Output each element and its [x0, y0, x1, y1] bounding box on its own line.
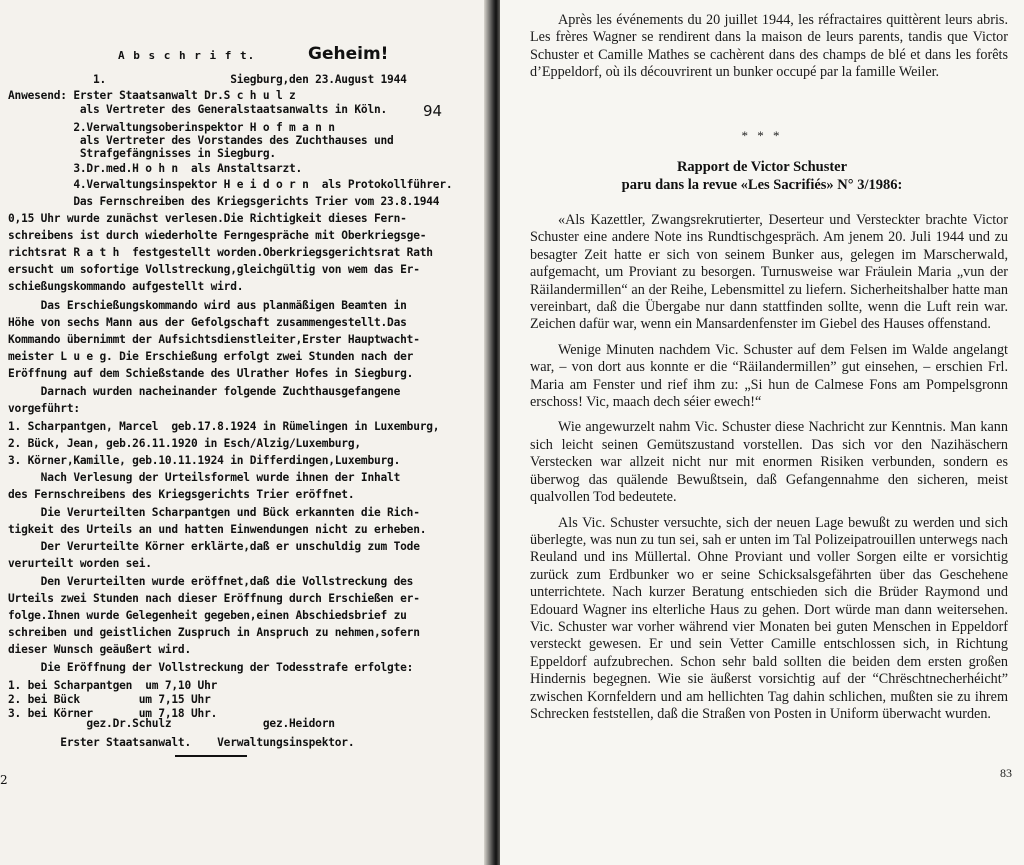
document-line: des Fernschreibens des Kriegsgerichts Trier eröffnet.	[8, 488, 355, 501]
document-line: 4.Verwaltungsinspektor H e i d o r n als Protokollführer.	[8, 178, 453, 191]
document-line: als Vertreter des Generalstaatsanwalts in Köln.	[8, 103, 388, 116]
heading-geheim: Geheim!	[308, 44, 389, 64]
document-line: richtsrat R a t h festgestellt worden.Oberkriegsgerichtsrat Rath	[8, 246, 433, 259]
right-page-number: 83	[1000, 766, 1012, 780]
document-line: verurteilt worden sei.	[8, 557, 152, 570]
document-line: ersucht um sofortige Vollstreckung,gleichgültig von wem das Er-	[8, 263, 420, 276]
document-line: 1. Scharpantgen, Marcel geb.17.8.1924 in Rümelingen in Luxemburg,	[8, 420, 440, 433]
heading-abschrift: A b s c h r i f t.	[118, 49, 256, 62]
document-line: gez.Dr.Schulz gez.Heidorn	[8, 717, 335, 730]
document-line: Anwesend: Erster Staatsanwalt Dr.S c h u l z	[8, 89, 296, 102]
document-line: Die Verurteilten Scharpantgen und Bück erkannten die Rich-	[8, 506, 420, 519]
document-line: 3.Dr.med.H o h n als Anstaltsarzt.	[8, 162, 303, 175]
document-line: 2.Verwaltungsoberinspektor H o f m a n n	[8, 121, 335, 134]
left-page	[0, 0, 492, 865]
document-line: 1. bei Scharpantgen um 7,10 Uhr	[8, 679, 218, 692]
body-paragraph: Als Vic. Schuster versuchte, sich der neuen Lage bewußt zu werden und sich überlegte, was nun zu tun sei, sah er unten im Tal Polizeipatrouillen unterwegs nach Reuland und ins Müllertal. Ohne Proviant und voller Sorgen eilte er vorsichtig zurück zum Erdbunker wo er seine Schicksalsgefährten über das Geschehene unterrichtete. Nach kurzer Beratung entschieden sich die Brüder Raymond und Edouard Wagner ins elterliche Haus zu gehen. Dort würde man dann weitersehen. Vic. Schuster war vorher während vier Monaten bei guten Menschen in Eppeldorf versteckt gewesen. Er und sein Vetter Camille entschlossen sich, in Richtung Eppeldorf aufzubrechen. Schon sehr bald sollten die beiden dem ersten großen Hindernis begegnen. Wie sie äußerst vorsichtig auf der “Chrëschtnecherhéicht” zwischen Kornfeldern und am hellichten Tag dahin schlichen, mußten sie zu ihrem Schrecken feststellen, daß die Straßen von Posten in Uniform überwacht wurden.	[530, 514, 1008, 722]
document-line: Den Verurteilten wurde eröffnet,daß die Vollstreckung des	[8, 575, 414, 588]
document-line: als Vertreter des Vorstandes des Zuchthauses und	[8, 134, 394, 147]
document-line: Die Eröffnung der Vollstreckung der Todesstrafe erfolgte:	[8, 661, 414, 674]
document-line: Das Fernschreiben des Kriegsgerichts Trier vom 23.8.1944	[8, 195, 440, 208]
intro-paragraph	[530, 12, 1008, 82]
section-separator: * * *	[741, 128, 783, 143]
document-line: Darnach wurden nacheinander folgende Zuchthausgefangene	[8, 385, 401, 398]
title-line-2: paru dans la revue «Les Sacrifiés» N° 3/1986:	[621, 177, 903, 193]
signature-rule	[175, 755, 247, 757]
document-line: 3. Körner,Kamille, geb.10.11.1924 in Differdingen,Luxemburg.	[8, 454, 401, 467]
body-paragraph: Wenige Minuten nachdem Vic. Schuster auf dem Felsen im Walde angelangt war, – von dort aus konnte er die “Räilandermillen” gut einsehen, – erschien Frl. Maria am Fenster und rief ihm zu: „Si hun de Calmese Fons am Pompelsgronn erschoss! Vic, maach dech séier ewech!“	[530, 341, 1008, 411]
document-line: schießungskommando aufgestellt wird.	[8, 280, 244, 293]
article-body	[530, 212, 1008, 723]
document-line: Der Verurteilte Körner erklärte,daß er unschuldig zum Tode	[8, 540, 420, 553]
document-line: Strafgefängnisses in Siegburg.	[8, 147, 276, 160]
document-line: 2. Bück, Jean, geb.26.11.1920 in Esch/Alzig/Luxemburg,	[8, 437, 361, 450]
article-title	[500, 158, 1024, 194]
document-line: vorgeführt:	[8, 402, 80, 415]
document-line: meister L u e g. Die Erschießung erfolgt zwei Stunden nach der	[8, 350, 414, 363]
left-page-number: 2	[0, 773, 8, 787]
document-line: schreiben und geistlichen Zuspruch in Anspruch zu nehmen,sofern	[8, 626, 420, 639]
document-line: tigkeit des Urteils an und hatten Einwendungen nicht zu erheben.	[8, 523, 427, 536]
document-line: 3. bei Körner um 7,18 Uhr.	[8, 707, 218, 720]
document-line: Eröffnung auf dem Schießstande des Ulrather Hofes in Siegburg.	[8, 367, 414, 380]
document-line: Das Erschießungskommando wird aus planmäßigen Beamten in	[8, 299, 407, 312]
document-line: 1. Siegburg,den 23.August 1944	[8, 73, 407, 86]
document-line: folge.Ihnen wurde Gelegenheit gegeben,einen Abschiedsbrief zu	[8, 609, 407, 622]
document-line: dieser Wunsch geäußert wird.	[8, 643, 191, 656]
document-line: Nach Verlesung der Urteilsformel wurde ihnen der Inhalt	[8, 471, 401, 484]
title-line-1: Rapport de Victor Schuster	[676, 159, 848, 175]
document-line: 0,15 Uhr wurde zunächst verlesen.Die Richtigkeit dieses Fern-	[8, 212, 407, 225]
body-paragraph: «Als Kazettler, Zwangsrekrutierter, Deserteur und Versteckter brachte Victor Schuster eine andere Note ins Rundtischgespräch. Am jenem 20. Juli 1944 und zu besagter Zeit hatte er sich von seinem Bunker aus, gelegen im Marscherwald, aufgemacht, um Proviant zu besorgen. Turnusweise war Fräulein Maria „vun der Räilandermillen“ an der Reihe, Lebensmittel zu liefern. Sicherheitshalber hatte man vereinbart, daß die Übergabe nur dann stattfinden sollte, wenn die Luft rein war. Zeichen dafür war, wenn ein Mansardenfenster im Giebel des Hauses offenstand.	[530, 212, 1008, 333]
document-line: schreibens ist durch wiederholte Ferngespräche mit Oberkriegsge-	[8, 229, 427, 242]
document-line: Kommando übernimmt der Aufsichtsdienstleiter,Erster Hauptwacht-	[8, 333, 420, 346]
document-line: Urteils zwei Stunden nach dieser Eröffnung durch Erschießen er-	[8, 592, 420, 605]
document-line: Höhe von sechs Mann aus der Gefolgschaft zusammengestellt.Das	[8, 316, 407, 329]
intro-text: Après les événements du 20 juillet 1944, les réfractaires quittèrent leurs abris. Les frères Wagner se rendirent dans la maison de leurs parents, tandis que Victor Schuster et Camille Mathes se cachèrent dans des champs de blé et dans les forêts d’Eppeldorf, où ils découvrirent un bunker occupé par la famille Weiler.	[530, 12, 1008, 81]
page-marker: 94	[423, 102, 443, 120]
document-line: Erster Staatsanwalt. Verwaltungsinspektor.	[8, 736, 355, 749]
body-paragraph: Wie angewurzelt nahm Vic. Schuster diese Nachricht zur Kenntnis. Man kann sich leicht seinen Gemütszustand vorstellen. Das sich vor den Nazihäschern Verstecken war allzeit nicht nur mit enormen Risiken verbunden, sondern es überwog das quälende Bewußtsein, daß Gefangennahme den sicheren, meist qualvollen Tod bedeutete.	[530, 419, 1008, 506]
document-line: 2. bei Bück um 7,15 Uhr	[8, 693, 211, 706]
